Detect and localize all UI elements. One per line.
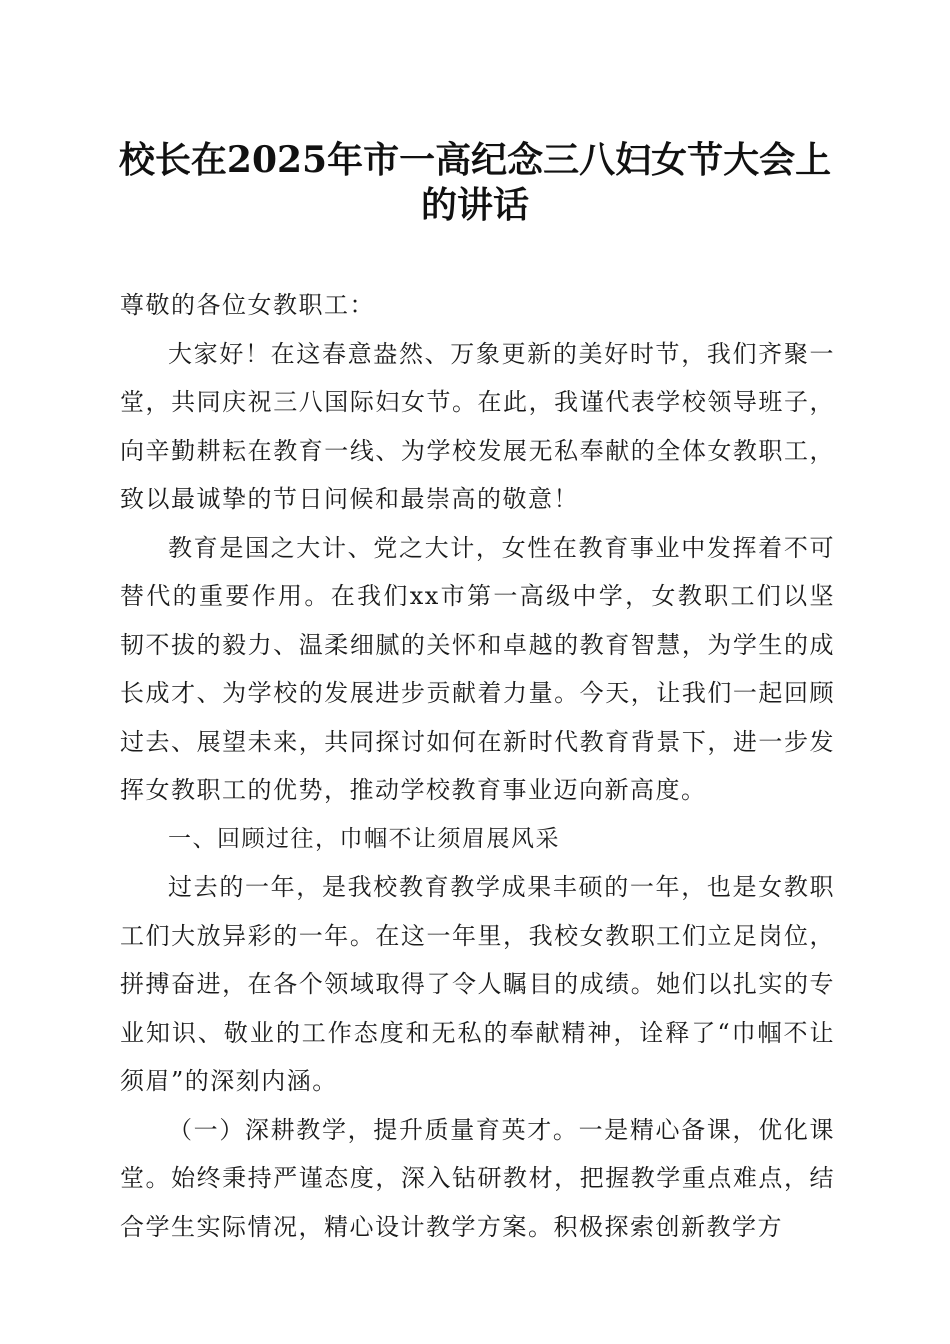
salutation: 尊敬的各位女教职工： bbox=[120, 291, 375, 319]
subsection-1-text: 一是精心备课，优化课堂。始终秉持严谨态度，深入钻研教材，把握教学重点难点，结合学生实际情况，精心设计教学方案。积极探索创新教学方 bbox=[120, 1115, 836, 1241]
document-body bbox=[120, 281, 835, 1251]
subsection-heading-1: （一）深耕教学，提升质量育英才。 bbox=[168, 1115, 579, 1144]
document-title-line-2: 的讲话 bbox=[420, 184, 529, 226]
section-heading-1: 一、回顾过往，巾帼不让须眉展风采 bbox=[168, 825, 560, 852]
document-title-line-1: 校长在2025年市一高纪念三八妇女节大会上 bbox=[118, 139, 832, 181]
paragraph-intro: 教育是国之大计、党之大计，女性在教育事业中发挥着不可替代的重要作用。在我们xx市第一高级中学，女教职工们以坚韧不拔的毅力、温柔细腻的关怀和卓越的教育智慧，为学生的成长成才、为学校的发展进步贡献着力量。今天，让我们一起回顾过去、展望未来，共同探讨如何在新时代教育背景下，进一步发挥女教职工的优势，推动学校教育事业迈向新高度。 bbox=[120, 533, 835, 804]
paragraph-section-1: 过去的一年，是我校教育教学成果丰硕的一年，也是女教职工们大放异彩的一年。在这一年里，我校女教职工们立足岗位，拼搏奋进，在各个领域取得了令人瞩目的成绩。她们以扎实的专业知识、敬业的工作态度和无私的奉献精神，诠释了“巾帼不让须眉”的深刻内涵。 bbox=[120, 873, 835, 1095]
paragraph-greeting: 大家好！在这春意盎然、万象更新的美好时节，我们齐聚一堂，共同庆祝三八国际妇女节。在此，我谨代表学校领导班子，向辛勤耕耘在教育一线、为学校发展无私奉献的全体女教职工，致以最诚挚的节日问候和最崇高的敬意！ bbox=[120, 339, 835, 513]
paragraph-subsection-1 bbox=[120, 1106, 835, 1252]
